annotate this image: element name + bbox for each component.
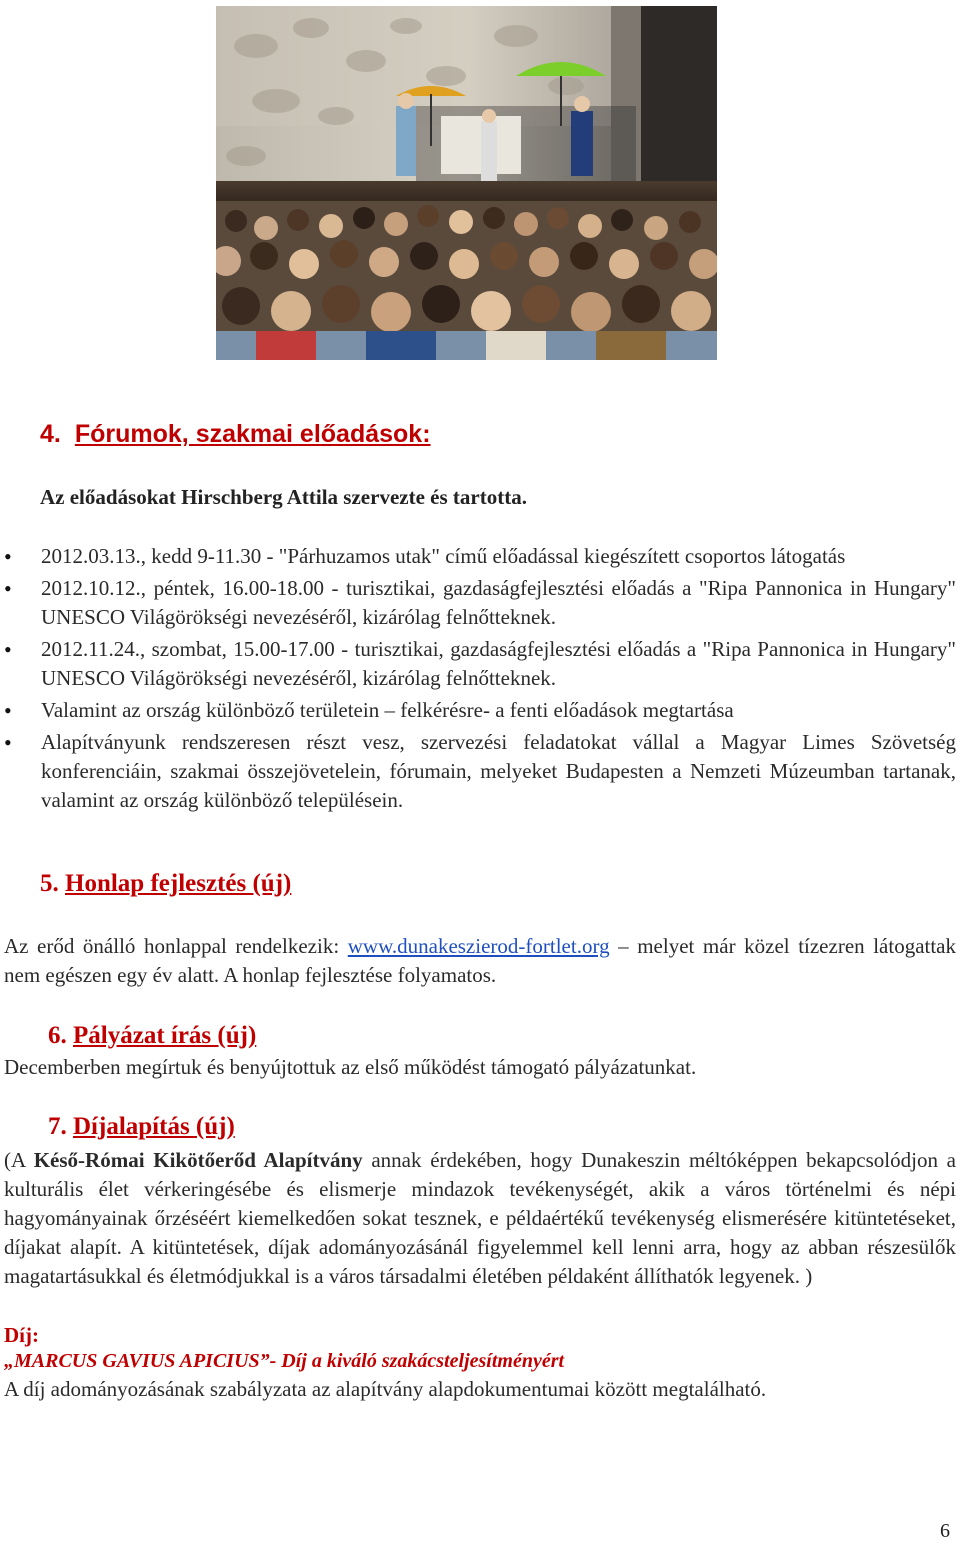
event-photo — [216, 6, 717, 360]
list-item: • 2012.11.24., szombat, 15.00-17.00 - turisztikai, gazdaságfejlesztési előadás a "Ripa Pannonica in Hungary" UNESCO Világörökségi nevezéséről, kizárólag felnőtteknek. — [0, 635, 958, 693]
section-7-paragraph — [4, 1146, 956, 1291]
list-item: • Valamint az ország különböző területein – felkérésre- a fenti előadások megtartása — [0, 696, 958, 725]
section-5-title: Honlap fejlesztés (új) — [65, 870, 292, 897]
section-5-text-before: Az erőd önálló honlappal rendelkezik: — [4, 934, 348, 958]
section-4-intro: Az előadásokat Hirschberg Attila szervezte és tartotta. — [40, 485, 527, 509]
list-item: • 2012.10.12., péntek, 16.00-18.00 - turisztikai, gazdaságfejlesztési előadás a "Ripa Pannonica in Hungary" UNESCO Világörökségi nevezéséről, kizárólag felnőtteknek. — [0, 574, 958, 632]
award-name: „MARCUS GAVIUS APICIUS”- Díj a kiváló szakácsteljesítményért — [4, 1350, 565, 1372]
section-5-heading — [40, 870, 291, 898]
section-7-number: 7. — [48, 1113, 67, 1140]
section-7-title: Díjalapítás (új) — [73, 1113, 235, 1140]
section-5-text-after: – melyet már közel tízezren látogattak nem egészen egy év alatt. A honlap fejlesztése folyamatos. — [4, 934, 957, 987]
section-7-text-rest: annak érdekében, hogy Dunakeszin méltóképpen bekapcsolódjon a kulturális élet vérkeringésébe és elismerje mindazok tevékenységét, akik a város történelmi és népi hagyományainak őrzéséért kiemelkedően sokat tesznek, e példaértékű tevékenység elismerésére kitüntetéseket, díjakat alapít. A kitüntetések, díjak adományozásánál figyelemmel kell lenni arra, hogy az abban részesülők magatartásukkal és életmódjukkal is a város társadalmi életében példaként állíthatók legyenek. ) — [4, 1148, 956, 1288]
award-label: Díj: — [4, 1323, 39, 1347]
section-4-title: Fórumok, szakmai előadások: — [74, 420, 431, 448]
section-5-paragraph — [4, 932, 956, 990]
list-item: • Alapítványunk rendszeresen részt vesz, szervezési feladatokat vállal a Magyar Limes Szövetség konferenciáin, szakmai összejövetelein, fórumain, melyeket Budapesten a Nemzeti Múzeumban tartanak, valamint az ország különböző településein. — [0, 728, 958, 815]
event-photo-illustration — [216, 6, 717, 360]
section-7-text-open: (A — [4, 1148, 34, 1172]
section-6-title: Pályázat írás (új) — [73, 1022, 257, 1049]
section-4-heading — [40, 420, 431, 449]
section-6-paragraph: Decemberben megírtuk és benyújtottuk az első működést támogató pályázatunkat. — [4, 1055, 697, 1079]
foundation-name: Késő-Római Kikötőerőd Alapítvány — [33, 1148, 363, 1172]
section-6-number: 6. — [48, 1022, 67, 1049]
section-5-number: 5. — [40, 870, 59, 897]
website-link[interactable]: www.dunakeszierod-fortlet.org — [347, 934, 610, 958]
section-4-list — [0, 542, 958, 815]
section-7-heading — [48, 1113, 235, 1141]
list-item: • 2012.03.13., kedd 9-11.30 - "Párhuzamos utak" című előadással kiegészített csoportos látogatás — [0, 542, 958, 571]
page-number: 6 — [940, 1520, 950, 1542]
closing-text: A díj adományozásának szabályzata az alapítvány alapdokumentumai között megtalálható. — [4, 1377, 767, 1401]
section-6-heading — [48, 1022, 256, 1050]
section-4-number: 4. — [40, 420, 61, 448]
